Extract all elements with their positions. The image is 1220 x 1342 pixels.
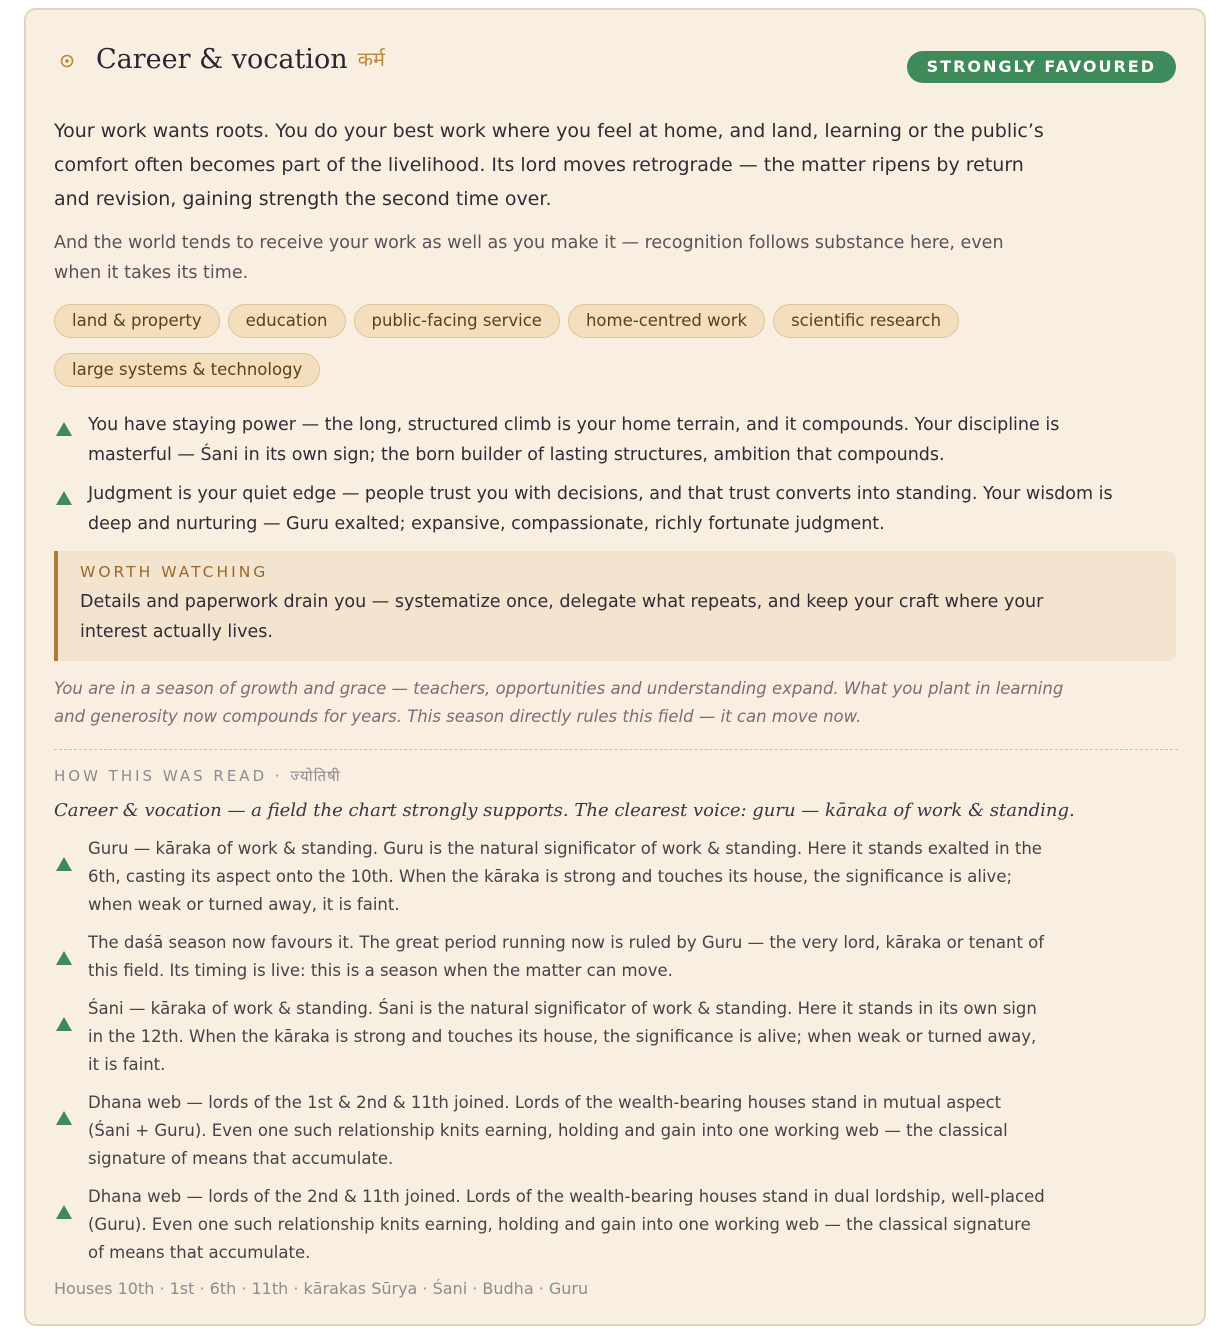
reason-text: Dhana web — lords of the 2nd & 11th joined. Lords of the wealth-bearing houses stand in dual lordship, well-placed (Guru). Even one such relationship knits earning, holding and gain into one working web — the classical signature of means that accumulate.	[88, 1187, 1045, 1262]
reason-text: Dhana web — lords of the 1st & 2nd & 11th joined. Lords of the wealth-bearing houses stand in mutual aspect (Śani + Guru). Even one such relationship knits earning, holding and gain into one working web — the classical signature of means that accumulate.	[88, 1093, 1008, 1168]
tag-scientific-research: scientific research	[773, 304, 959, 338]
strength-list	[54, 410, 1176, 539]
reason-text: Guru — kāraka of work & standing. Guru is the natural significator of work & standing. Here it stands exalted in the 6th, casting its aspect onto the 10th. When the kāraka is strong and touches its house, the significance is alive; when weak or turned away, it is faint.	[88, 839, 1042, 914]
reason-item	[54, 995, 1176, 1079]
status-badge: STRONGLY FAVOURED	[907, 51, 1176, 83]
strength-text: Judgment is your quiet edge — people trust you with decisions, and that trust converts into standing. Your wisdom is deep and nurturing — Guru exalted; expansive, compassionate, richly fortunate judgment.	[88, 484, 1113, 534]
how-heading-separator: ·	[274, 767, 283, 785]
worth-watching-callout	[54, 551, 1176, 661]
tag-land-property: land & property	[54, 304, 220, 338]
strength-item	[54, 410, 1176, 470]
how-heading-devanagari: ज्योतिषी	[290, 767, 341, 785]
triangle-up-icon	[56, 857, 72, 871]
reason-text: Śani — kāraka of work & standing. Śani is the natural significator of work & standing. Here it stands in its own sign in the 12th. When the kāraka is strong and touches its house, the significance is alive; when weak or turned away, it is faint.	[88, 999, 1037, 1074]
worth-watching-text: Details and paperwork drain you — systematize once, delegate what repeats, and keep your craft where your interest actually lives.	[80, 592, 1044, 642]
how-heading-text: HOW THIS WAS READ	[54, 767, 268, 785]
triangle-up-icon	[56, 491, 72, 505]
strength-text: You have staying power — the long, structured climb is your home terrain, and it compounds. Your discipline is masterful — Śani in its own sign; the born builder of lasting structures, ambition that compounds.	[88, 415, 1060, 465]
card-title	[96, 44, 385, 75]
tag-list	[54, 304, 1054, 402]
triangle-up-icon	[56, 951, 72, 965]
season-note: You are in a season of growth and grace — teachers, opportunities and understanding expand. What you plant in learning and generosity now compounds for years. This season directly rules this field — it can move now.	[54, 679, 1064, 726]
triangle-up-icon	[56, 1017, 72, 1031]
card-title-text: Career & vocation	[96, 44, 348, 75]
worth-watching-heading: WORTH WATCHING	[80, 563, 269, 581]
lead-paragraph: Your work wants roots. You do your best work where you feel at home, and land, learning or the public’s comfort often becomes part of the livelihood. Its lord moves retrograde — the matter ripens by return and revision, gaining strength the second time over.	[54, 120, 1044, 210]
tag-public-facing-service: public-facing service	[354, 304, 560, 338]
triangle-up-icon	[56, 1205, 72, 1219]
reason-item	[54, 835, 1176, 919]
strength-item	[54, 479, 1176, 539]
card-title-devanagari: कर्म	[357, 47, 385, 71]
reason-item	[54, 929, 1176, 985]
reason-list	[54, 835, 1176, 1267]
reason-item	[54, 1183, 1176, 1267]
circle-dot-icon	[60, 54, 74, 68]
career-card	[24, 8, 1206, 1326]
how-heading	[54, 766, 1176, 786]
how-summary: Career & vocation — a field the chart strongly supports. The clearest voice: guru — kāraka of work & standing.	[54, 800, 1075, 821]
tag-large-systems-technology: large systems & technology	[54, 353, 320, 387]
houses-footer: Houses 10th · 1st · 6th · 11th · kārakas Sūrya · Śani · Budha · Guru	[54, 1279, 589, 1298]
triangle-up-icon	[56, 422, 72, 436]
divider	[54, 749, 1178, 750]
triangle-up-icon	[56, 1111, 72, 1125]
sub-paragraph: And the world tends to receive your work as well as you make it — recognition follows substance here, even when it takes its time.	[54, 233, 1004, 283]
tag-home-centred-work: home-centred work	[568, 304, 765, 338]
card-header	[54, 10, 1176, 114]
reason-item	[54, 1089, 1176, 1173]
tag-education: education	[228, 304, 346, 338]
reason-text: The daśā season now favours it. The great period running now is ruled by Guru — the very lord, kāraka or tenant of this field. Its timing is live: this is a season when the matter can move.	[88, 933, 1045, 980]
